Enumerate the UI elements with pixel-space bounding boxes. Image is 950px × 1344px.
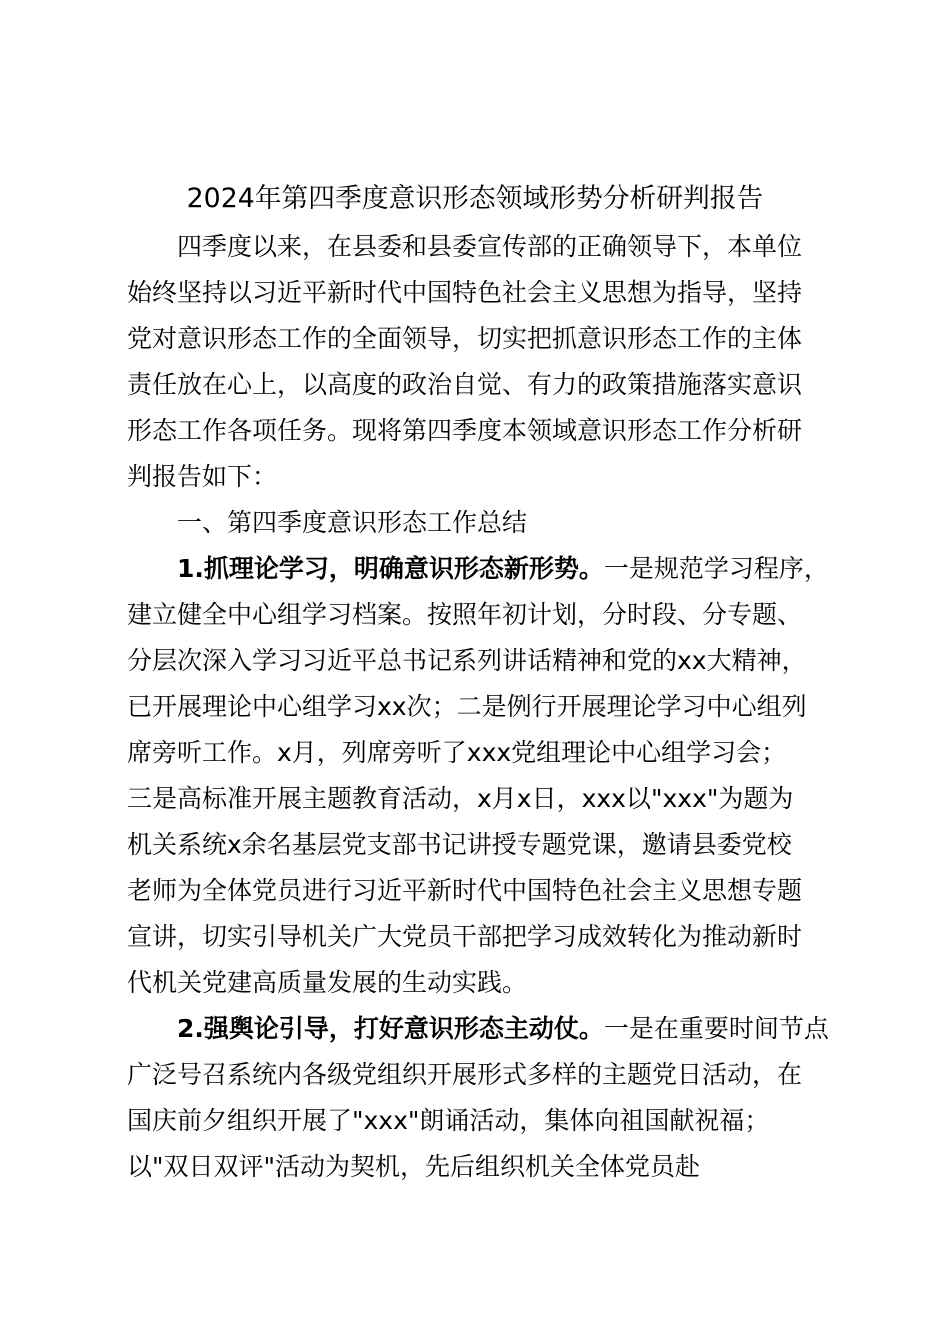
section-heading: 一、第四季度意识形态工作总结 xyxy=(177,508,528,537)
item1-first-rest: 一是规范学习程序， xyxy=(603,554,829,583)
item1-line: 机关系统x余名基层党支部书记讲授专题党课，邀请县委党校 xyxy=(127,830,792,859)
item1-line: 代机关党建高质量发展的生动实践。 xyxy=(127,968,528,997)
item1-line: 老师为全体党员进行习近平新时代中国特色社会主义思想专题 xyxy=(127,876,803,905)
item1-heading: 1.抓理论学习，明确意识形态新形势。 xyxy=(177,554,604,583)
item1-line: 已开展理论中心组学习xx次；二是例行开展理论学习中心组列 xyxy=(127,692,807,721)
intro-line: 党对意识形态工作的全面领导，切实把抓意识形态工作的主体 xyxy=(127,324,803,353)
item1-line: 分层次深入学习习近平总书记系列讲话精神和党的xx大精神， xyxy=(127,646,807,675)
item2-line: 国庆前夕组织开展了"xxx"朗诵活动，集体向祖国献祝福； xyxy=(127,1106,770,1135)
item2-first-line xyxy=(177,1006,829,1052)
item1-line: 宣讲，切实引导机关广大党员干部把学习成效转化为推动新时 xyxy=(127,922,803,951)
intro-line: 四季度以来，在县委和县委宣传部的正确领导下，本单位 xyxy=(177,232,803,261)
intro-line: 始终坚持以习近平新时代中国特色社会主义思想为指导，坚持 xyxy=(127,278,803,307)
intro-line: 责任放在心上，以高度的政治自觉、有力的政策措施落实意识 xyxy=(127,370,803,399)
item1-line: 建立健全中心组学习档案。按照年初计划，分时段、分专题、 xyxy=(127,600,803,629)
item1-first-line xyxy=(177,546,829,592)
item2-line: 广泛号召系统内各级党组织开展形式多样的主题党日活动，在 xyxy=(127,1060,803,1089)
intro-line: 形态工作各项任务。现将第四季度本领域意识形态工作分析研 xyxy=(127,416,803,445)
document-title: 2024年第四季度意识形态领域形势分析研判报告 xyxy=(186,183,764,214)
intro-line: 判报告如下： xyxy=(127,462,278,491)
item2-heading: 2.强舆论引导，打好意识形态主动仗。 xyxy=(177,1014,604,1043)
item1-line: 三是高标准开展主题教育活动，x月x日，xxx以"xxx"为题为 xyxy=(127,784,794,813)
item2-line: 以"双日双评"活动为契机，先后组织机关全体党员赴 xyxy=(127,1152,701,1181)
item1-line: 席旁听工作。x月，列席旁听了xxx党组理论中心组学习会； xyxy=(127,738,787,767)
item2-first-rest: 一是在重要时间节点 xyxy=(603,1014,829,1043)
